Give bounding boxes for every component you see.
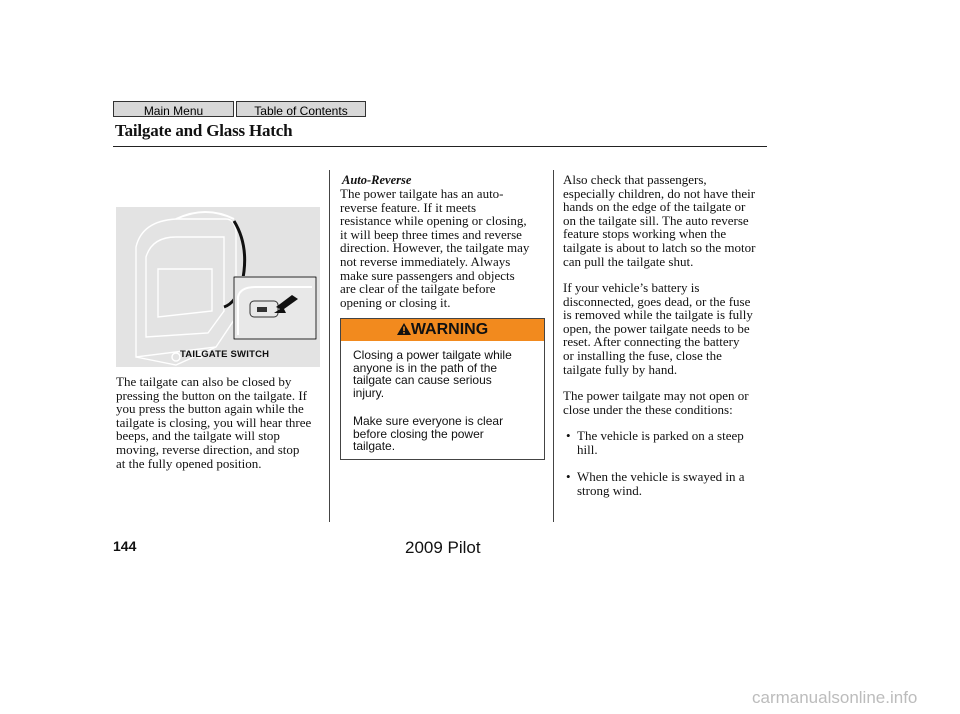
- paragraph-auto-reverse: The power tailgate has an auto- reverse feature. If it meets resistance while opening or closing, it will beep three times and reverse direction. However, the tailgate may not reverse immediately. Always make sure passengers and objects are clear of the tailgate before opening or closing it.: [340, 186, 530, 310]
- section-subhead: Auto-Reverse: [342, 173, 412, 187]
- bullet-dot: •: [566, 469, 571, 484]
- tailgate-illustration: [116, 207, 320, 367]
- paragraph-conditions: The power tailgate may not open or close under the these conditions:: [563, 388, 749, 417]
- title-rule: [113, 146, 767, 147]
- paragraph-check-passengers: Also check that passengers, especially children, do not have their hands on the edge of the tailgate or on the tailgate sill. The auto reverse feature stops working when the tailgate is about to latch so the motor can pull the tailgate shut.: [563, 172, 756, 269]
- page-number: 144: [113, 538, 137, 554]
- column-divider-2: [553, 170, 554, 522]
- warning-icon: [397, 323, 411, 335]
- bullet-dot: •: [566, 428, 571, 443]
- list-item: The vehicle is parked on a steep hill.: [577, 428, 744, 457]
- warning-text-1: Closing a power tailgate while anyone is in the path of the tailgate can cause serious injury.: [353, 348, 512, 400]
- tailgate-drawing: [116, 207, 320, 367]
- column-divider-1: [329, 170, 330, 522]
- list-item: When the vehicle is swayed in a strong wind.: [577, 469, 745, 498]
- warning-label: WARNING: [410, 321, 489, 338]
- warning-header: [341, 319, 544, 341]
- paragraph-close-button: The tailgate can also be closed by pressing the button on the tailgate. If you press the button again while the tailgate is closing, you will hear three beeps, and the tailgate will stop moving, reverse direction, and stop at the fully opened position.: [116, 374, 312, 471]
- warning-text-2: Make sure everyone is clear before closing the power tailgate.: [353, 414, 504, 454]
- paragraph-battery: If your vehicle’s battery is disconnected, goes dead, or the fuse is removed while the tailgate is fully open, the power tailgate needs to be reset. After connecting the battery or installing the fuse, close the tailgate fully by hand.: [563, 280, 753, 377]
- table-of-contents-button[interactable]: Table of Contents: [236, 101, 366, 117]
- watermark: carmanualsonline.info: [752, 688, 918, 707]
- main-menu-button[interactable]: Main Menu: [113, 101, 234, 117]
- page-title: Tailgate and Glass Hatch: [115, 121, 293, 140]
- warning-box: [340, 318, 545, 460]
- model-label: 2009 Pilot: [405, 538, 481, 557]
- figure-caption: TAILGATE SWITCH: [180, 349, 270, 360]
